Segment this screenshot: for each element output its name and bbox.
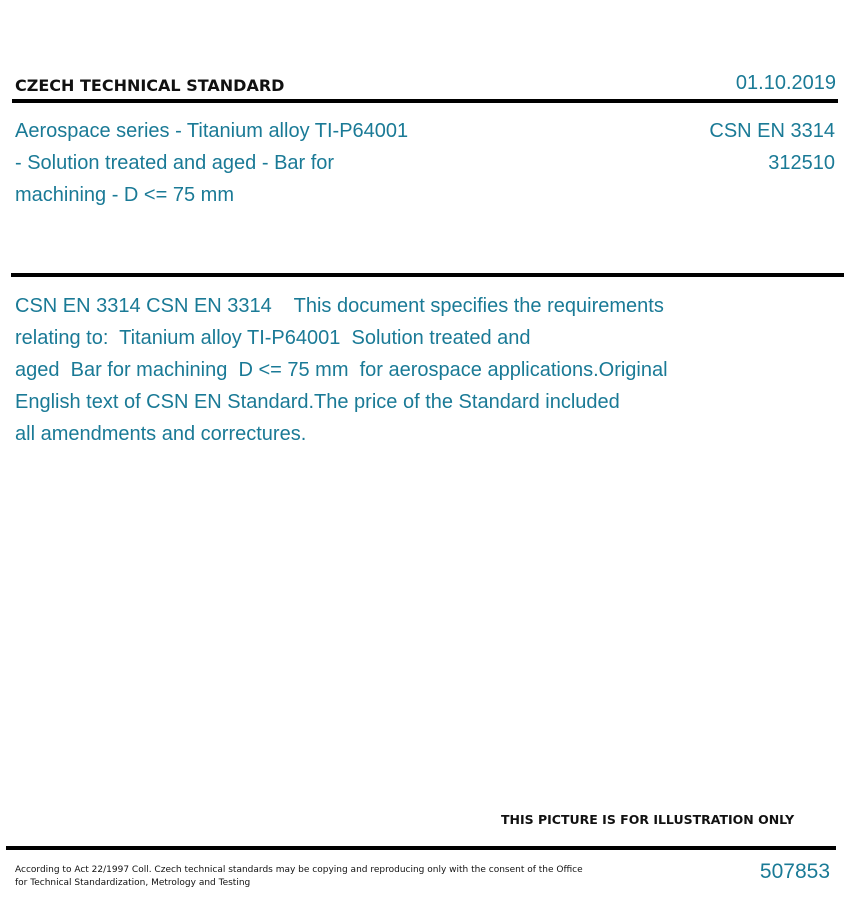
- standard-designation: CSN EN 3314: [709, 120, 835, 142]
- header-rule: [12, 99, 838, 103]
- footer-rule: [6, 846, 836, 850]
- title-line: - Solution treated and aged - Bar for: [15, 152, 335, 174]
- standard-description: [15, 290, 735, 450]
- standard-title: [15, 115, 475, 211]
- description-line: English text of CSN EN Standard.The price of the Standard included: [15, 391, 620, 413]
- description-line: CSN EN 3314 CSN EN 3314 This document specifies the requirements: [15, 295, 664, 317]
- section-rule: [11, 273, 844, 277]
- document-header-label: CZECH TECHNICAL STANDARD: [15, 76, 285, 95]
- document-code: 507853: [759, 860, 830, 883]
- standard-class-number: 312510: [768, 152, 835, 174]
- description-line: all amendments and correctures.: [15, 423, 307, 445]
- description-line: relating to: Titanium alloy TI-P64001 Solution treated and: [15, 327, 531, 349]
- illustration-note: THIS PICTURE IS FOR ILLUSTRATION ONLY: [501, 812, 795, 827]
- legal-line: According to Act 22/1997 Coll. Czech technical standards may be copying and reproducing only with the consent of the Office: [15, 865, 583, 875]
- standard-identifiers: [709, 115, 835, 179]
- legal-line: for Technical Standardization, Metrology and Testing: [15, 878, 251, 888]
- description-line: aged Bar for machining D <= 75 mm for aerospace applications.Original: [15, 359, 668, 381]
- legal-notice: [15, 864, 585, 890]
- title-line: machining - D <= 75 mm: [15, 184, 234, 206]
- title-line: Aerospace series - Titanium alloy TI-P64001: [15, 120, 409, 142]
- document-date: 01.10.2019: [735, 72, 836, 94]
